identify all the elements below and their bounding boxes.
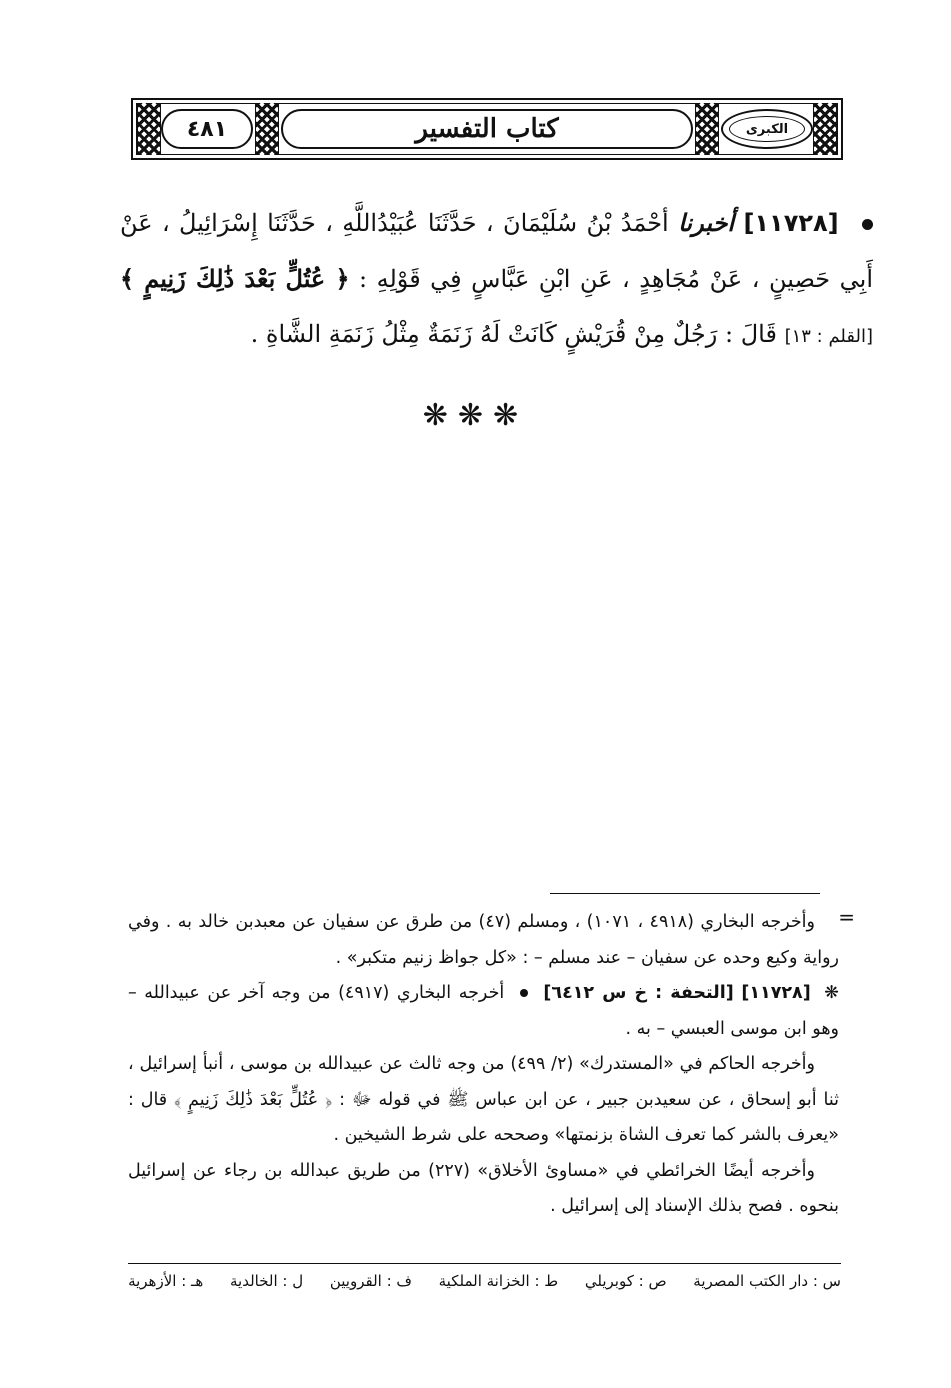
footnote-2: [128, 976, 839, 1047]
ornament-left: [137, 103, 161, 155]
page-header: [131, 98, 843, 160]
footnote-4: [128, 1154, 839, 1225]
footnotes: [128, 905, 839, 1225]
footnote-1: [128, 905, 839, 976]
page-number-box: [161, 109, 253, 149]
footnote-2-tuhfa: [التحفة : خ س ٦٤١٢]: [543, 983, 734, 1003]
source-item: ل : الخالدية: [230, 1272, 304, 1290]
footnote-3: [128, 1047, 839, 1154]
source-item: ط : الخزانة الملكية: [438, 1272, 559, 1290]
ornament-right: [813, 103, 837, 155]
page-number: ٤٨١: [186, 116, 228, 142]
matn: قَالَ : رَجُلٌ مِنْ قُرَيْشٍ كَانَتْ لَهُ زَنَمَةٌ مِثْلُ زَنَمَةِ الشَّاةِ .: [250, 320, 777, 348]
ornament-mid-right: [695, 103, 719, 155]
continuation-mark: =: [838, 905, 855, 929]
footnote-2-text: أخرجه البخاري (٤٩١٧) من وجه آخر عن عبيدالله – وهو ابن موسى العبسي – به .: [128, 983, 839, 1039]
ornament-mid-left: [255, 103, 279, 155]
book-name: الكبرى: [745, 121, 789, 137]
footnote-3-text: وأخرجه الحاكم في «المستدرك» (٢/ ٤٩٩) من وجه ثالث عن عبيدالله بن موسى ، أنبأ إسرائيل ، ثنا أبو إسحاق ، عن سعيدبن جبير ، عن ابن عباس ﷺ في قوله ﷻ : ﴿ عُتُلٍّ بَعْدَ ذَٰلِكَ زَنِيمٍ ﴾ قال : «يعرف بالشر كما تعرف الشاة بزنمتها» وصححه على شرط الشيخين .: [128, 1054, 839, 1145]
sources-rule: [128, 1263, 841, 1264]
isnad: أحْمَدُ بْنُ سُلَيْمَانَ ، حَدَّثَنَا عُبَيْدُاللَّهِ ، حَدَّثَنَا إِسْرَائِيلُ ، عَنْ أَبِي حَصِينٍ ، عَنْ مُجَاهِدٍ ، عَنِ ابْنِ عَبَّاسٍ فِي قَوْلِهِ :: [120, 209, 873, 293]
chapter-title: كتاب التفسير: [415, 114, 559, 144]
manuscript-sources: [128, 1272, 841, 1290]
quran-verse: ﴿ عُتُلٍّ بَعْدَ ذَٰلِكَ زَنِيمٍ ﴾: [120, 264, 350, 293]
quran-reference: [القلم : ١٣]: [784, 326, 873, 347]
footnote-2-number: [١١٧٢٨]: [741, 983, 811, 1003]
akhbarana: أخبرنا: [678, 208, 735, 237]
source-item: ص : كوبريلي: [584, 1272, 667, 1290]
footnote-4-text: وأخرجه أيضًا الخرائطي في «مساوئ الأخلاق» (٢٢٧) من طريق عبدالله بن رجاء عن إسرائيل بنحوه . فصح بذلك الإسناد إلى إسرائيل .: [128, 1160, 839, 1216]
hadith-paragraph: [120, 195, 873, 364]
footnote-star-icon: ❋: [824, 983, 839, 1003]
source-item: ف : القرويين: [329, 1272, 412, 1290]
hadith-number: [١١٧٢٨]: [743, 209, 839, 237]
footnote-1-text: وأخرجه البخاري (٤٩١٨ ، ١٠٧١) ، ومسلم (٤٧) من طرق عن سفيان عن معبدبن خالد به . وفي رواية وكيع وحده عن سفيان – عند مسلم – : «كل جواظ زنيم متكبر» .: [128, 912, 839, 968]
title-cartouche: [281, 109, 693, 149]
section-separator: ❋❋❋: [422, 398, 529, 433]
source-item: هـ : الأزهرية: [128, 1272, 204, 1290]
footnote-bullet-icon: [520, 989, 528, 997]
source-item: س : دار الكتب المصرية: [693, 1272, 841, 1290]
bullet-icon: [862, 219, 873, 230]
main-text: [120, 195, 873, 364]
footnote-rule: [550, 893, 820, 894]
book-name-seal: [721, 109, 813, 149]
